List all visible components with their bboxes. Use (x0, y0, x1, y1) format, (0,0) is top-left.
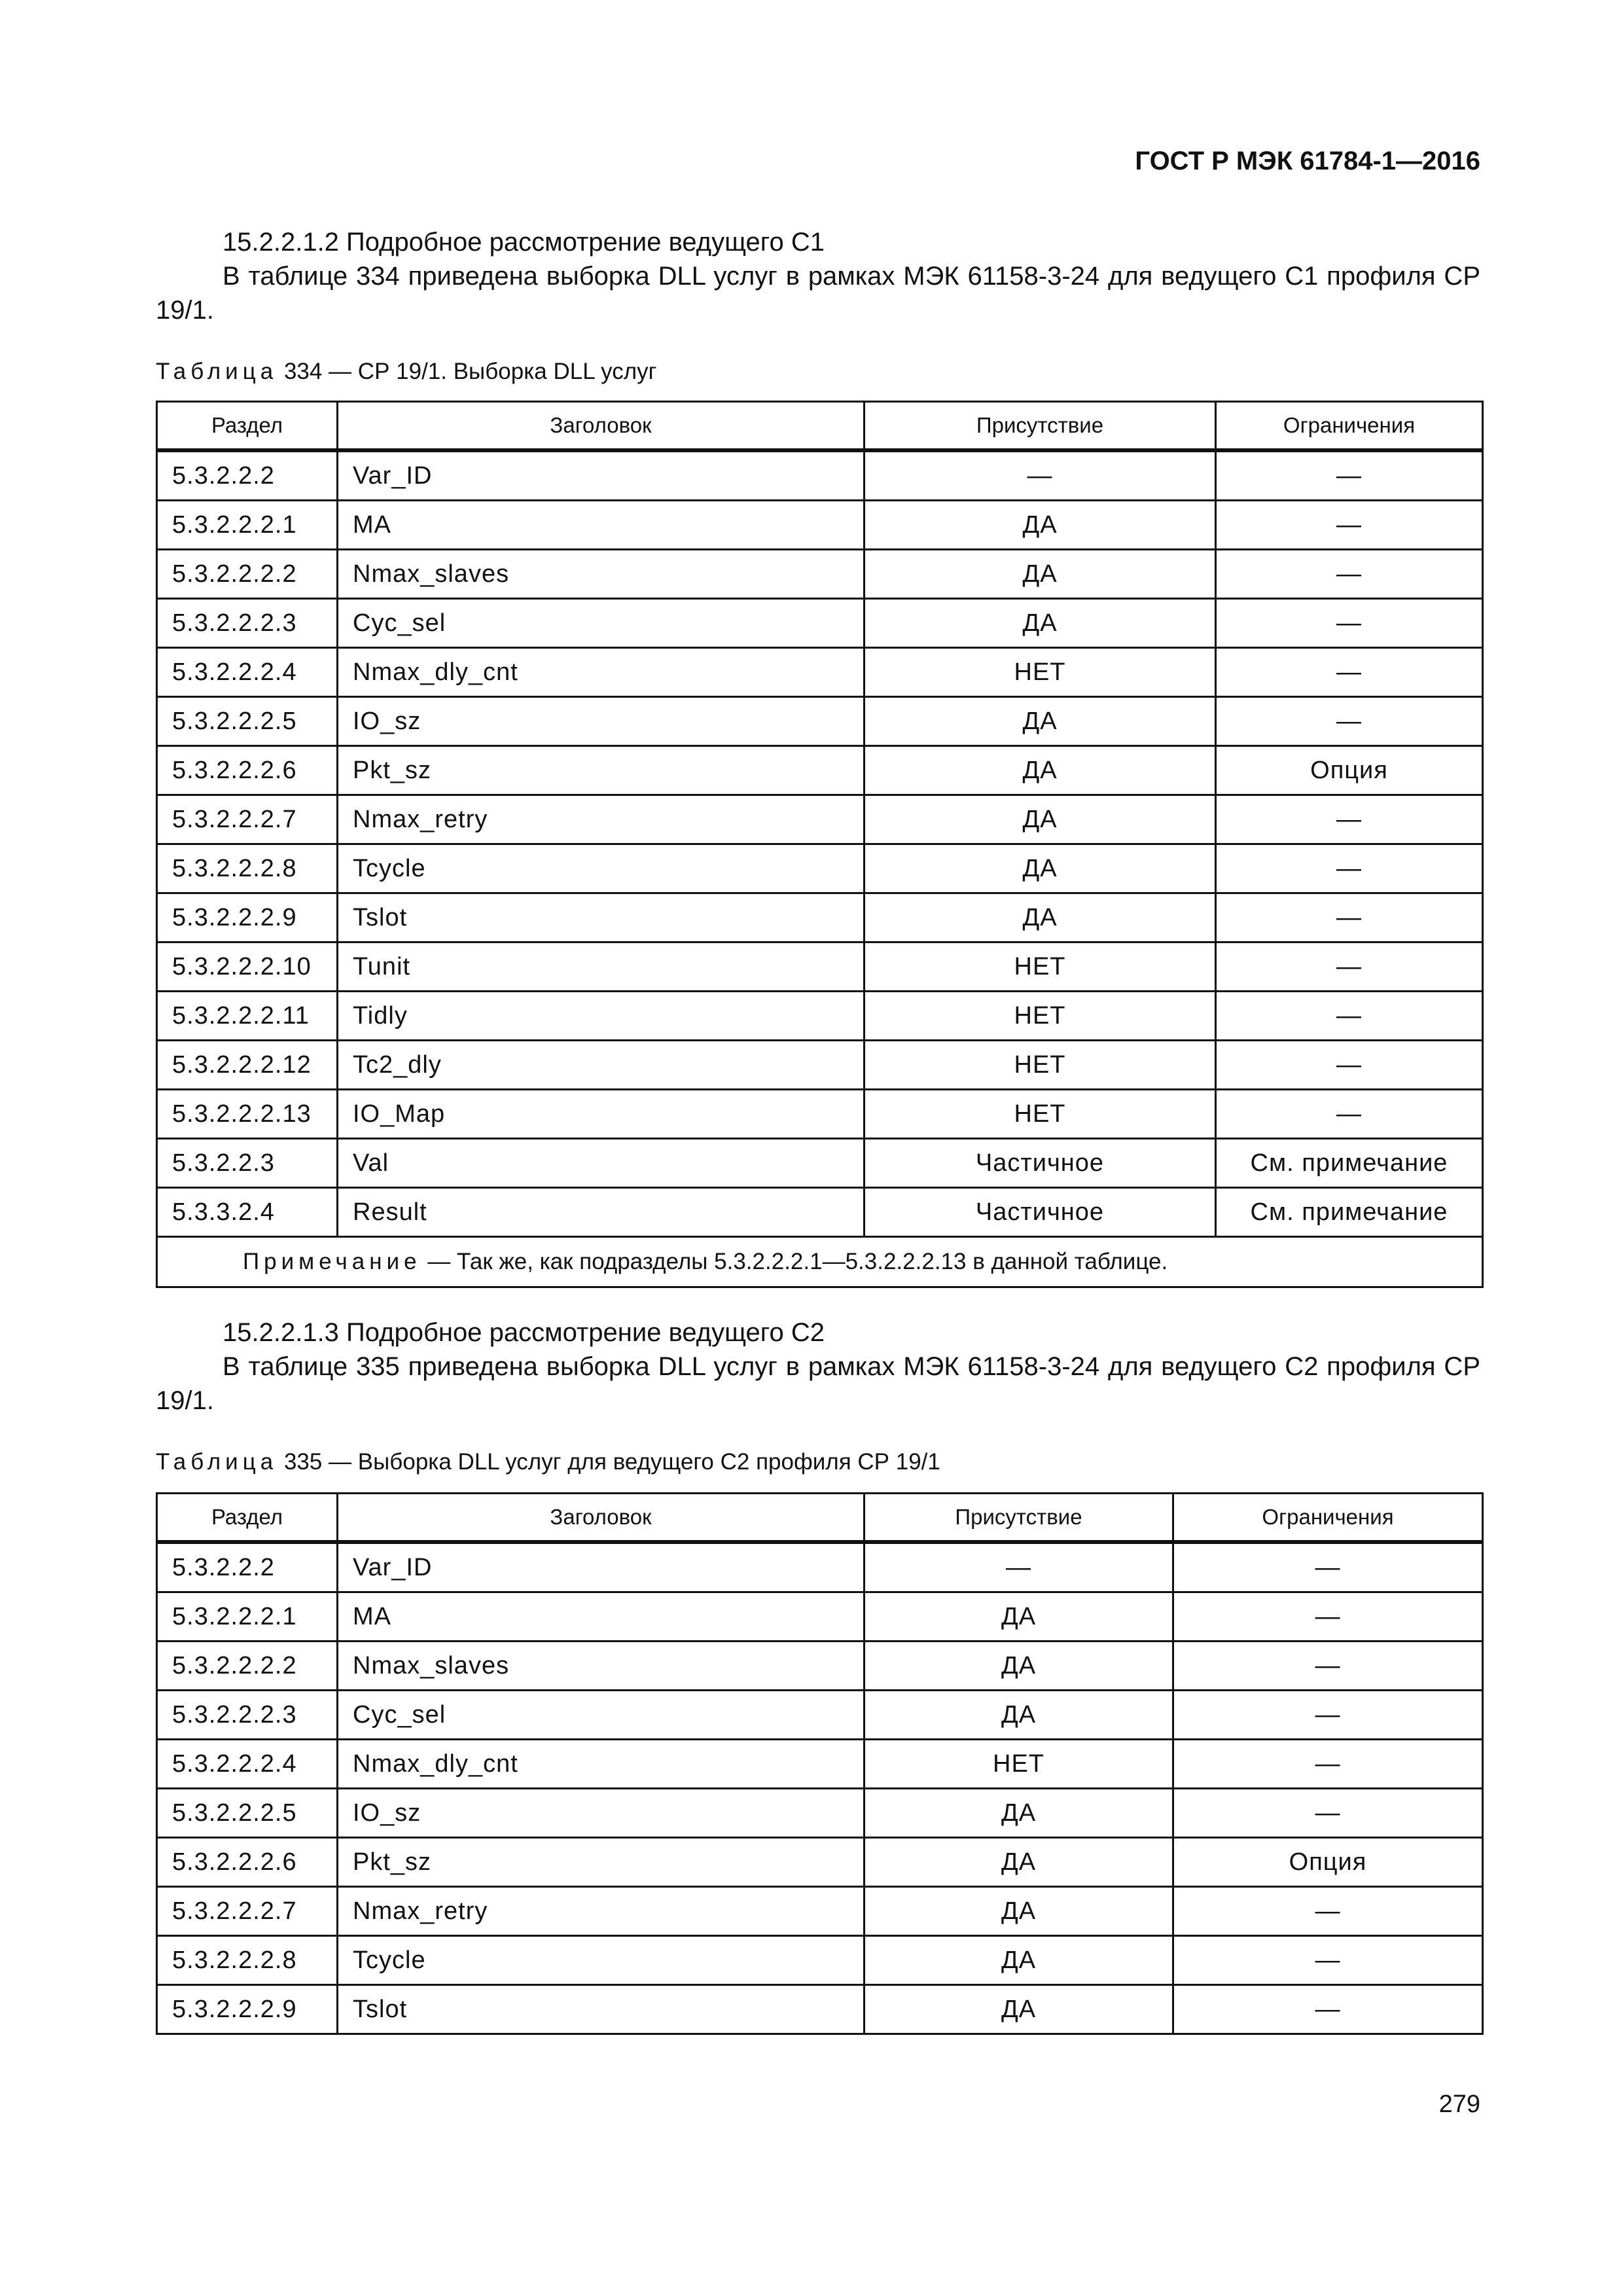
table-header (157, 402, 1483, 451)
section-text-c1: В таблице 334 приведена выборка DLL услуг в рамках МЭК 61158-3-24 для ведущего С1 профиля СР 19/1. (156, 262, 1480, 325)
table-note (157, 1237, 1483, 1287)
table-cell: ДА (865, 697, 1216, 746)
table-row (157, 648, 1483, 697)
table-cell: ДА (865, 1691, 1173, 1740)
table-cell: — (1216, 550, 1483, 599)
table-cell: IO_Map (338, 1090, 865, 1139)
column-header: Заголовок (338, 402, 865, 451)
table-cell: Частичное (865, 1139, 1216, 1188)
table-cell: НЕТ (865, 1090, 1216, 1139)
caption-prefix: Таблица (156, 1449, 278, 1475)
table-cell: 5.3.2.2.2.11 (157, 992, 338, 1041)
table-row (157, 1691, 1483, 1740)
table-caption-335 (156, 1449, 940, 1475)
table-cell: Cyc_sel (338, 1691, 865, 1740)
table-row (157, 893, 1483, 942)
document-code: ГОСТ Р МЭК 61784-1—2016 (1135, 147, 1480, 175)
column-header: Раздел (157, 1494, 338, 1543)
table-cell: Tunit (338, 942, 865, 992)
table-cell: Var_ID (338, 450, 865, 501)
table-cell: Nmax_dly_cnt (338, 1740, 865, 1789)
table-cell: 5.3.2.2.2.4 (157, 1740, 338, 1789)
table-cell: ДА (865, 893, 1216, 942)
table-row (157, 1641, 1483, 1691)
table-cell: 5.3.2.2.2.5 (157, 697, 338, 746)
table-cell: 5.3.2.2.2.1 (157, 501, 338, 550)
table-cell: — (1173, 1740, 1483, 1789)
table-cell: Частичное (865, 1188, 1216, 1237)
header-row (157, 402, 1483, 451)
table-cell: Nmax_slaves (338, 550, 865, 599)
table-cell: — (865, 1542, 1173, 1592)
table-cell: ДА (865, 1887, 1173, 1936)
section-heading-c1: 15.2.2.1.2 Подробное рассмотрение ведущего С1 (223, 228, 825, 257)
table-cell: Nmax_slaves (338, 1641, 865, 1691)
caption-prefix: Таблица (156, 359, 278, 384)
table-row (157, 795, 1483, 844)
table-334 (156, 401, 1484, 1288)
table-cell: — (1173, 1542, 1483, 1592)
table-row (157, 1139, 1483, 1188)
table-cell: — (1216, 942, 1483, 992)
table-cell: — (1216, 1090, 1483, 1139)
table-row (157, 1838, 1483, 1887)
table-cell: ДА (865, 1838, 1173, 1887)
table-cell: IO_sz (338, 1789, 865, 1838)
table-cell: — (1173, 1592, 1483, 1641)
table-cell: — (1173, 1691, 1483, 1740)
table-cell: НЕТ (865, 1740, 1173, 1789)
column-header: Присутствие (865, 402, 1216, 451)
table-cell: Tcycle (338, 1936, 865, 1985)
table-cell: MA (338, 1592, 865, 1641)
table-cell: MA (338, 501, 865, 550)
table-cell: НЕТ (865, 992, 1216, 1041)
table-cell: — (1173, 1936, 1483, 1985)
column-header: Присутствие (865, 1494, 1173, 1543)
table-cell: Var_ID (338, 1542, 865, 1592)
table-cell: 5.3.2.2.2.1 (157, 1592, 338, 1641)
table-body (157, 450, 1483, 1287)
table-cell: См. примечание (1216, 1188, 1483, 1237)
note-prefix: Примечание (243, 1249, 421, 1274)
caption-text: 335 — Выборка DLL услуг для ведущего С2 профиля СР 19/1 (277, 1449, 940, 1475)
table-cell: Result (338, 1188, 865, 1237)
table-cell: ДА (865, 746, 1216, 795)
table-cell: 5.3.2.2.2.5 (157, 1789, 338, 1838)
table-row (157, 1542, 1483, 1592)
table-cell: См. примечание (1216, 1139, 1483, 1188)
table-cell: 5.3.2.2.2.6 (157, 1838, 338, 1887)
table-cell: 5.3.2.2.3 (157, 1139, 338, 1188)
table-row (157, 1090, 1483, 1139)
table-cell: Опция (1216, 746, 1483, 795)
table-cell: 5.3.3.2.4 (157, 1188, 338, 1237)
table-cell: — (1216, 893, 1483, 942)
table-cell: ДА (865, 1592, 1173, 1641)
table-cell: 5.3.2.2.2.13 (157, 1090, 338, 1139)
table-cell: 5.3.2.2.2 (157, 450, 338, 501)
table-cell: ДА (865, 1936, 1173, 1985)
table-cell: Val (338, 1139, 865, 1188)
table-cell: — (1216, 450, 1483, 501)
table-note-row (157, 1237, 1483, 1287)
table-cell: Tslot (338, 893, 865, 942)
table-row (157, 1887, 1483, 1936)
table-335 (156, 1492, 1484, 2035)
table-cell: 5.3.2.2.2.7 (157, 795, 338, 844)
table-cell: 5.3.2.2.2.12 (157, 1041, 338, 1090)
section-heading-c2: 15.2.2.1.3 Подробное рассмотрение ведущего С2 (223, 1318, 825, 1347)
table-header (157, 1494, 1483, 1543)
table-cell: IO_sz (338, 697, 865, 746)
table-cell: — (1173, 1789, 1483, 1838)
table-cell: 5.3.2.2.2.3 (157, 1691, 338, 1740)
table-row (157, 1985, 1483, 2034)
column-header: Раздел (157, 402, 338, 451)
note-text: — Так же, как подразделы 5.3.2.2.2.1—5.3.2.2.2.13 в данной таблице. (421, 1249, 1168, 1274)
table-row (157, 599, 1483, 648)
table-cell: — (1216, 501, 1483, 550)
table-row (157, 450, 1483, 501)
table-cell: ДА (865, 599, 1216, 648)
table-cell: — (1216, 992, 1483, 1041)
table-caption-334 (156, 359, 656, 385)
caption-text: 334 — СР 19/1. Выборка DLL услуг (277, 359, 657, 384)
table-row (157, 550, 1483, 599)
table-row (157, 746, 1483, 795)
table-cell: Pkt_sz (338, 746, 865, 795)
table-cell: Опция (1173, 1838, 1483, 1887)
column-header: Ограничения (1216, 402, 1483, 451)
table-cell: Tslot (338, 1985, 865, 2034)
table-cell: НЕТ (865, 942, 1216, 992)
table-row (157, 501, 1483, 550)
table-cell: Nmax_dly_cnt (338, 648, 865, 697)
table-row (157, 992, 1483, 1041)
table-cell: 5.3.2.2.2.2 (157, 550, 338, 599)
table-cell: 5.3.2.2.2.8 (157, 844, 338, 893)
table-cell: ДА (865, 501, 1216, 550)
table-cell: 5.3.2.2.2.4 (157, 648, 338, 697)
table-cell: 5.3.2.2.2.9 (157, 893, 338, 942)
table-cell: — (1216, 1041, 1483, 1090)
table-cell: ДА (865, 1985, 1173, 2034)
table-row (157, 844, 1483, 893)
column-header: Заголовок (338, 1494, 865, 1543)
page-number: 279 (1438, 2090, 1480, 2118)
table-cell: Tidly (338, 992, 865, 1041)
table-cell: Nmax_retry (338, 1887, 865, 1936)
table-cell: Pkt_sz (338, 1838, 865, 1887)
table-cell: ДА (865, 1789, 1173, 1838)
table-cell: НЕТ (865, 648, 1216, 697)
table-cell: ДА (865, 1641, 1173, 1691)
table-row (157, 942, 1483, 992)
table-cell: 5.3.2.2.2.10 (157, 942, 338, 992)
table-cell: Cyc_sel (338, 599, 865, 648)
table-cell: — (1173, 1985, 1483, 2034)
table-cell: — (1216, 599, 1483, 648)
table-cell: — (1216, 795, 1483, 844)
table-cell: 5.3.2.2.2.2 (157, 1641, 338, 1691)
section-text-c2: В таблице 335 приведена выборка DLL услуг в рамках МЭК 61158-3-24 для ведущего С2 профиля СР 19/1. (156, 1352, 1480, 1415)
table-cell: — (1216, 648, 1483, 697)
table-cell: — (865, 450, 1216, 501)
table-cell: 5.3.2.2.2.9 (157, 1985, 338, 2034)
table-cell: 5.3.2.2.2.8 (157, 1936, 338, 1985)
table-cell: 5.3.2.2.2 (157, 1542, 338, 1592)
table-cell: — (1173, 1641, 1483, 1691)
table-cell: Nmax_retry (338, 795, 865, 844)
table-row (157, 1740, 1483, 1789)
table-row (157, 1592, 1483, 1641)
header-row (157, 1494, 1483, 1543)
table-body (157, 1542, 1483, 2034)
table-cell: 5.3.2.2.2.6 (157, 746, 338, 795)
table-row (157, 1936, 1483, 1985)
table-cell: — (1216, 697, 1483, 746)
table-cell: Tc2_dly (338, 1041, 865, 1090)
table-row (157, 1789, 1483, 1838)
table-cell: НЕТ (865, 1041, 1216, 1090)
table-cell: ДА (865, 844, 1216, 893)
table-row (157, 1041, 1483, 1090)
table-row (157, 1188, 1483, 1237)
table-cell: Tcycle (338, 844, 865, 893)
table-row (157, 697, 1483, 746)
table-cell: — (1173, 1887, 1483, 1936)
table-cell: ДА (865, 795, 1216, 844)
table-cell: ДА (865, 550, 1216, 599)
table-cell: — (1216, 844, 1483, 893)
table-cell: 5.3.2.2.2.7 (157, 1887, 338, 1936)
column-header: Ограничения (1173, 1494, 1483, 1543)
table-cell: 5.3.2.2.2.3 (157, 599, 338, 648)
